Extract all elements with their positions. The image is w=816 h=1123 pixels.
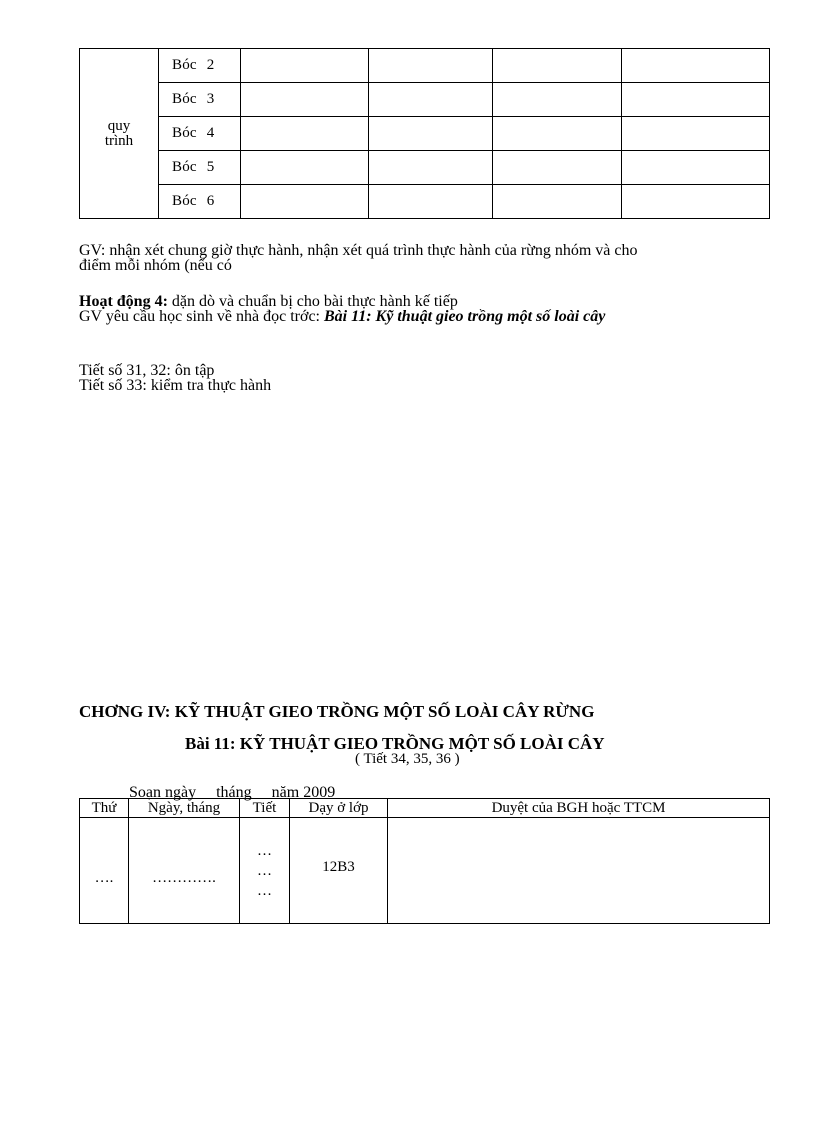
schedule-table [79, 798, 770, 924]
table-cell [493, 83, 622, 117]
lesson-prefix: Bài 11: [185, 734, 240, 753]
periods-note [79, 363, 271, 393]
table-cell [493, 117, 622, 151]
day-cell: …. [80, 818, 129, 924]
step-cell [159, 185, 241, 219]
step-label: Bóc [172, 193, 197, 209]
procedure-group-label: trình [104, 132, 134, 149]
lesson-periods: ( Tiết 34, 35, 36 ) [355, 751, 460, 767]
column-header: Dạy ở lớp [290, 799, 388, 818]
date-cell: …………. [129, 818, 240, 924]
step-label: Bóc [172, 159, 197, 175]
step-label: Bóc [172, 57, 197, 73]
table-cell [493, 49, 622, 83]
column-header: Ngày, tháng [129, 799, 240, 818]
activity-4-label: Hoạt động 4: [79, 293, 168, 310]
table-row [80, 49, 770, 83]
period-value: … [257, 842, 272, 859]
period-line: Tiết số 33: kiểm tra thực hành [79, 377, 272, 394]
table-cell [622, 185, 770, 219]
activity-4-instruction: GV yêu cầu học sinh về nhà đọc trớc: [79, 308, 324, 325]
period-value: … [257, 882, 272, 899]
step-number: 6 [206, 193, 215, 209]
table-cell [241, 151, 369, 185]
period-cell [240, 818, 290, 924]
table-cell [241, 185, 369, 219]
step-cell [159, 83, 241, 117]
step-number: 5 [206, 159, 215, 175]
table-cell [622, 151, 770, 185]
step-number: 4 [206, 125, 215, 141]
activity-4 [79, 294, 605, 324]
class-cell: 12B3 [290, 818, 388, 924]
period-line: Tiết số 31, 32: ôn tập [79, 362, 215, 379]
lesson-name: KỸ THUẬT GIEO TRỒNG MỘT SỐ LOÀI CÂY [239, 734, 605, 753]
gv-comment-line: GV: nhận xét chung giờ thực hành, nhận xét quá trình thực hành của rừng nhóm và cho [79, 242, 638, 259]
table-cell [369, 151, 493, 185]
table-cell [493, 151, 622, 185]
table-row [80, 818, 770, 924]
table-cell [241, 49, 369, 83]
table-cell [369, 83, 493, 117]
approval-cell [388, 818, 770, 924]
step-label: Bóc [172, 91, 197, 107]
table-cell [622, 49, 770, 83]
period-value: … [257, 862, 272, 879]
table-cell [622, 117, 770, 151]
table-row [80, 117, 770, 151]
table-cell [241, 83, 369, 117]
table-cell [369, 185, 493, 219]
table-cell [369, 49, 493, 83]
step-label: Bóc [172, 125, 197, 141]
procedure-group-label: quy [107, 117, 131, 134]
column-header: Duyệt của BGH hoặc TTCM [388, 799, 770, 818]
gv-comment [79, 243, 637, 273]
procedure-group-cell [80, 49, 159, 219]
step-number: 2 [206, 57, 215, 73]
table-cell [622, 83, 770, 117]
next-lesson-title: Bài 11: Kỹ thuật gieo trồng một số loài cây [323, 308, 606, 325]
column-header: Tiết [240, 799, 290, 818]
column-header: Thứ [80, 799, 129, 818]
chapter-title: CHƠNG IV: KỸ THUẬT GIEO TRỒNG MỘT SỐ LOÀI CÂY RỪNG [79, 702, 595, 721]
table-header-row [80, 799, 770, 818]
step-cell [159, 49, 241, 83]
table-cell [369, 117, 493, 151]
step-number: 3 [206, 91, 215, 107]
step-cell [159, 117, 241, 151]
prep-date: Soạn ngày tháng năm 2009 [129, 784, 336, 801]
step-cell [159, 151, 241, 185]
procedure-table [79, 48, 770, 219]
table-row [80, 151, 770, 185]
table-row [80, 83, 770, 117]
gv-comment-line: điểm mỗi nhóm (nếu có [79, 257, 232, 274]
table-row [80, 185, 770, 219]
table-cell [241, 117, 369, 151]
table-cell [493, 185, 622, 219]
activity-4-text: dặn dò và chuẩn bị cho bài thực hành kế tiếp [167, 293, 458, 310]
